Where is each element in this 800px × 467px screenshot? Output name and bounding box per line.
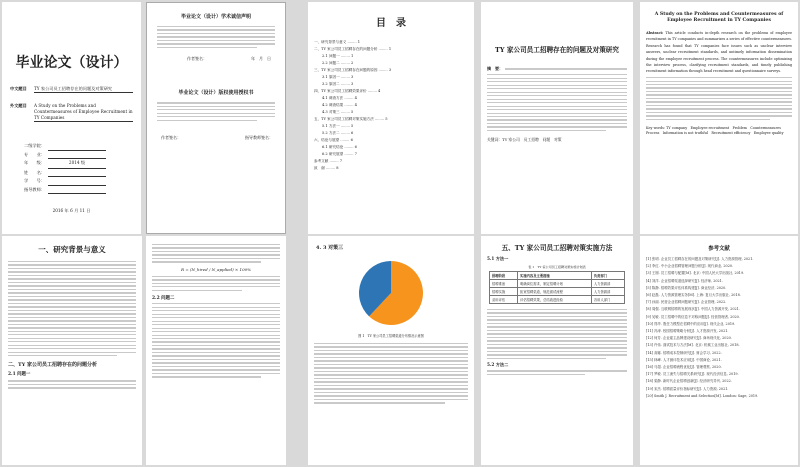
table-cell: 各用人部门 <box>591 296 624 304</box>
toc-item-text: 5.2 方法二 ........ 6 <box>322 131 354 135</box>
toc-item <box>314 67 468 74</box>
toc-item-text: 5.1 方法一 ........ 5 <box>322 124 354 128</box>
reference-item: [2] 李红. 中小企业招聘管理问题分析[J]. 现代商业, 2020. <box>646 264 734 269</box>
toc-item <box>314 39 468 46</box>
section5-title: 五、TY 家公司员工招聘对策实施方法 <box>501 244 613 252</box>
reference-item: [17] 罗敏. 员工流失与招聘关系研究[J]. 现代经济信息, 2019. <box>646 372 739 377</box>
method2-heading: 5.2 方法二 <box>487 362 509 368</box>
reference-item: [13] 许伟. 面试技术与方法[M]. 北京: 机械工业出版社, 2018. <box>646 343 740 348</box>
abstract-cn-page <box>481 2 633 234</box>
problem1-heading: 2.1 问题一 <box>8 372 31 378</box>
reference-item: [1] 张明. 企业员工招聘存在的问题及对策研究[J]. 人力资源管理, 2021. <box>646 257 754 261</box>
toc-item <box>314 116 468 123</box>
reference-item: [4] 刘洋. 企业招聘渠道选择研究[J]. 经济师, 2021. <box>646 278 723 283</box>
table-row <box>490 280 625 288</box>
toc-item-text: 3.1 原因一 ........ 3 <box>322 75 354 79</box>
table-cell: 拓宽招聘渠道，规范面试流程 <box>518 288 592 296</box>
toc-item-text: 4.1 调查方法 ........ 4 <box>322 96 357 100</box>
date-1: 年 月 日 <box>251 56 271 62</box>
toc-item-text: 一、研究背景与意义 ........ 1 <box>314 40 361 44</box>
table-cell: 负责部门 <box>591 272 624 280</box>
table-caption: 表 1 TY 家公司员工招聘对策实施计划表 <box>528 265 586 269</box>
table-row <box>490 288 625 296</box>
references-title: 参考文献 <box>708 246 730 252</box>
toc-item-text: 4.2 调查结果 ........ 4 <box>322 103 357 107</box>
reference-item: [9] 吴敏. 员工招聘中的信息不对称问题[J]. 经营管理者, 2020. <box>646 314 740 319</box>
reference-item: [5] 陈静. 招聘效果评估体系构建[J]. 商业经济, 2020. <box>646 285 727 290</box>
field-major: 专 业： <box>24 151 45 157</box>
reference-item: [7] 孙丽. 民营企业招聘问题研究[J]. 企业管理, 2022. <box>646 300 727 305</box>
toc-item <box>314 53 468 60</box>
table-cell: 录用评估 <box>490 296 518 304</box>
toc-item-text: 致 谢 ........ 8 <box>314 166 339 170</box>
toc-item-text: 四、TY 家公司员工招聘效果评价 ........ 4 <box>314 89 381 93</box>
reference-item: [6] 赵磊. 人力资源管理实务[M]. 上海: 复旦大学出版社, 2018. <box>646 293 741 298</box>
table-cell: 招聘阶段 <box>490 272 518 280</box>
references-page <box>640 236 798 465</box>
abstract-cn-title: TY 家公司员工招聘存在的问题及对策研究 <box>494 46 619 54</box>
reference-item: [11] 冯涛. 校园招聘策略分析[J]. 人才资源开发, 2021. <box>646 329 729 334</box>
author-sign-1: 作者签名： <box>187 56 207 62</box>
abstract-en-title: A Study on the Problems and Countermeasures of Employee Recruitment in TY Companies <box>654 12 784 23</box>
abstract-en-page <box>640 2 798 234</box>
abstract-cn-label: 摘 要： <box>487 66 503 71</box>
toc-page <box>308 2 474 234</box>
toc-item-text: 6.2 研究展望 ........ 7 <box>322 152 357 156</box>
table-cell: 招聘实施 <box>490 288 518 296</box>
field-grade: 年 级： <box>24 160 45 165</box>
reference-item: [15] 林峰. 人才测评技术应用[J]. 中国商论, 2021. <box>646 357 722 362</box>
toc-item <box>314 81 468 88</box>
section2-page <box>146 236 286 465</box>
toc-item <box>314 74 468 81</box>
table-row <box>490 272 625 280</box>
table-cell: 实施内容及主要措施 <box>518 272 592 280</box>
toc-item <box>314 95 468 102</box>
abstract-en-label: Abstract: <box>646 31 664 35</box>
reference-item: [10] 郑华. 胜任力模型在招聘中的应用[J]. 现代企业, 2019. <box>646 321 736 326</box>
toc-item <box>314 60 468 67</box>
toc-item <box>314 88 468 95</box>
reference-item: [3] 王刚. 员工招聘与配置[M]. 北京: 中国人民大学出版社, 2019. <box>646 271 745 276</box>
toc-item-text: 3.2 原因二 ........ 3 <box>322 82 354 86</box>
abstract-cn-keywords: 关键词：TY 家公司 员工招聘 问题 对策 <box>487 137 562 143</box>
toc-item <box>314 165 468 172</box>
field-college: 二级学院： <box>24 143 45 148</box>
toc-item-text: 三、TY 家公司员工招聘存在问题的原因 ........ 3 <box>314 68 392 72</box>
table-cell: 招聘准备 <box>490 280 518 288</box>
abstract-en-keywords: Key words: TY company Employee recruitment Problem Countermeasures Process Information is not truthful Recruitment efficiency Employee quality <box>646 126 785 136</box>
toc-item-text: 六、结论与展望 ........ 6 <box>314 138 353 142</box>
reference-item: [16] 马超. 企业招聘流程优化[J]. 管理观察, 2020. <box>646 365 722 370</box>
toc-item <box>314 151 468 158</box>
cn-title-label: 中文题目 <box>10 86 27 91</box>
reference-item: [8] 周强. 互联网招聘的发展现状[J]. 中国人力资源开发, 2021. <box>646 307 740 312</box>
table-cell: 评估招聘效果，总结改进经验 <box>518 296 592 304</box>
toc-item <box>314 158 468 165</box>
cover-page <box>2 2 141 234</box>
grade-value: 2014 级 <box>48 159 106 169</box>
toc-item <box>314 130 468 137</box>
reference-item: [19] 宋杰. 招聘质量评价指标研究[J]. 人力资源, 2021. <box>646 386 729 391</box>
problem2-heading: 2.2 问题二 <box>152 295 175 301</box>
formula: R = (N_hired / N_applied) × 100% <box>181 266 251 272</box>
cover-title: 毕业论文（设计） <box>15 55 128 71</box>
reference-list <box>646 256 792 400</box>
reference-item: [20] Smith J. Recruitment and Selection[M]. London: Sage, 2019. <box>646 393 759 398</box>
toc-item <box>314 109 468 116</box>
en-title: A Study on the Problems and Countermeasures of Employee Recruitment in TY Companies <box>34 103 133 120</box>
integrity-title: 毕业论文（设计）学术诚信声明 <box>180 14 251 20</box>
section1-title: 一、研究背景与意义 <box>38 245 106 254</box>
en-title-label: 外文题目 <box>10 103 27 108</box>
toc-item <box>314 137 468 144</box>
toc-item <box>314 144 468 151</box>
toc-item-text: 五、TY 家公司员工招聘对策实施方法 ........ 5 <box>314 117 388 121</box>
table-cell: 人力资源部 <box>591 280 624 288</box>
reference-item: [18] 梁静. 新时代企业招聘创新[J]. 经济研究导刊, 2022. <box>646 379 732 384</box>
section5-page <box>481 236 633 465</box>
field-advisor: 指导教师： <box>24 186 45 192</box>
toc-item <box>314 123 468 130</box>
section4-heading: 4. 3 对策三 <box>316 245 344 251</box>
toc-item-text: 二、TY 家公司员工招聘存在的问题分析 ........ 1 <box>314 47 392 51</box>
field-name: 姓 名： <box>24 169 45 175</box>
field-id: 学 号： <box>24 178 45 183</box>
toc-item <box>314 102 468 109</box>
chart-page <box>308 236 474 465</box>
cover-date: 2016 年 6 月 11 日 <box>52 208 91 213</box>
toc-list <box>314 39 468 172</box>
toc-title: 目 录 <box>376 18 406 29</box>
pie-chart <box>308 255 474 331</box>
method1-heading: 5.1 方法一 <box>487 256 509 261</box>
toc-item-text: 2.1 问题一 ........ 1 <box>322 54 354 58</box>
section1-page <box>2 236 142 465</box>
toc-item <box>314 46 468 53</box>
table-cell: 人力资源部 <box>591 288 624 296</box>
reference-item: [12] 何芳. 企业雇主品牌建设研究[J]. 商场现代化, 2020. <box>646 336 732 341</box>
toc-item-text: 2.2 问题二 ........ 2 <box>322 61 354 65</box>
author-sign-2: 作者签名： <box>161 134 181 140</box>
section2-heading: 二、TY 家公司员工招聘存在的问题分析 <box>8 362 98 369</box>
reference-item: [14] 高娜. 招聘成本控制研究[J]. 财会学习, 2022. <box>646 350 722 355</box>
toc-item-text: 6.1 研究结论 ........ 6 <box>322 145 357 149</box>
toc-item-text: 4.3 对策三 ........ 5 <box>322 110 354 114</box>
advisor-sign: 指导教师签名： <box>245 134 273 140</box>
cn-title: TY 家公司员工招聘存在的问题及对策研究 <box>34 86 133 93</box>
toc-item-text: 参考文献 ........ 7 <box>314 159 343 163</box>
chart-caption: 图 1 TY 家公司员工招聘渠道分布情况示意图 <box>358 334 424 338</box>
plan-table <box>489 271 625 304</box>
table-cell: 明确岗位需求，制定招聘计划 <box>518 280 592 288</box>
copyright-title: 毕业论文（设计）版权使用授权书 <box>178 90 254 97</box>
declaration-page <box>146 2 286 234</box>
table-row <box>490 296 625 304</box>
abstract-en-text: This article conducts in-depth research on the problems of employee recruitment in TY companies and summarizes a series of effective countermeasures. Research has found that TY companies face issues such as unclear interview answers, unclear recruitment standards, and untimely information dissemination during the employee recruitment process. The countermeasures include optimizing the interview process, clarifying recruitment standards, and timely publishing recruitment information through head recruitment and questionnaire surveys. <box>646 31 792 74</box>
